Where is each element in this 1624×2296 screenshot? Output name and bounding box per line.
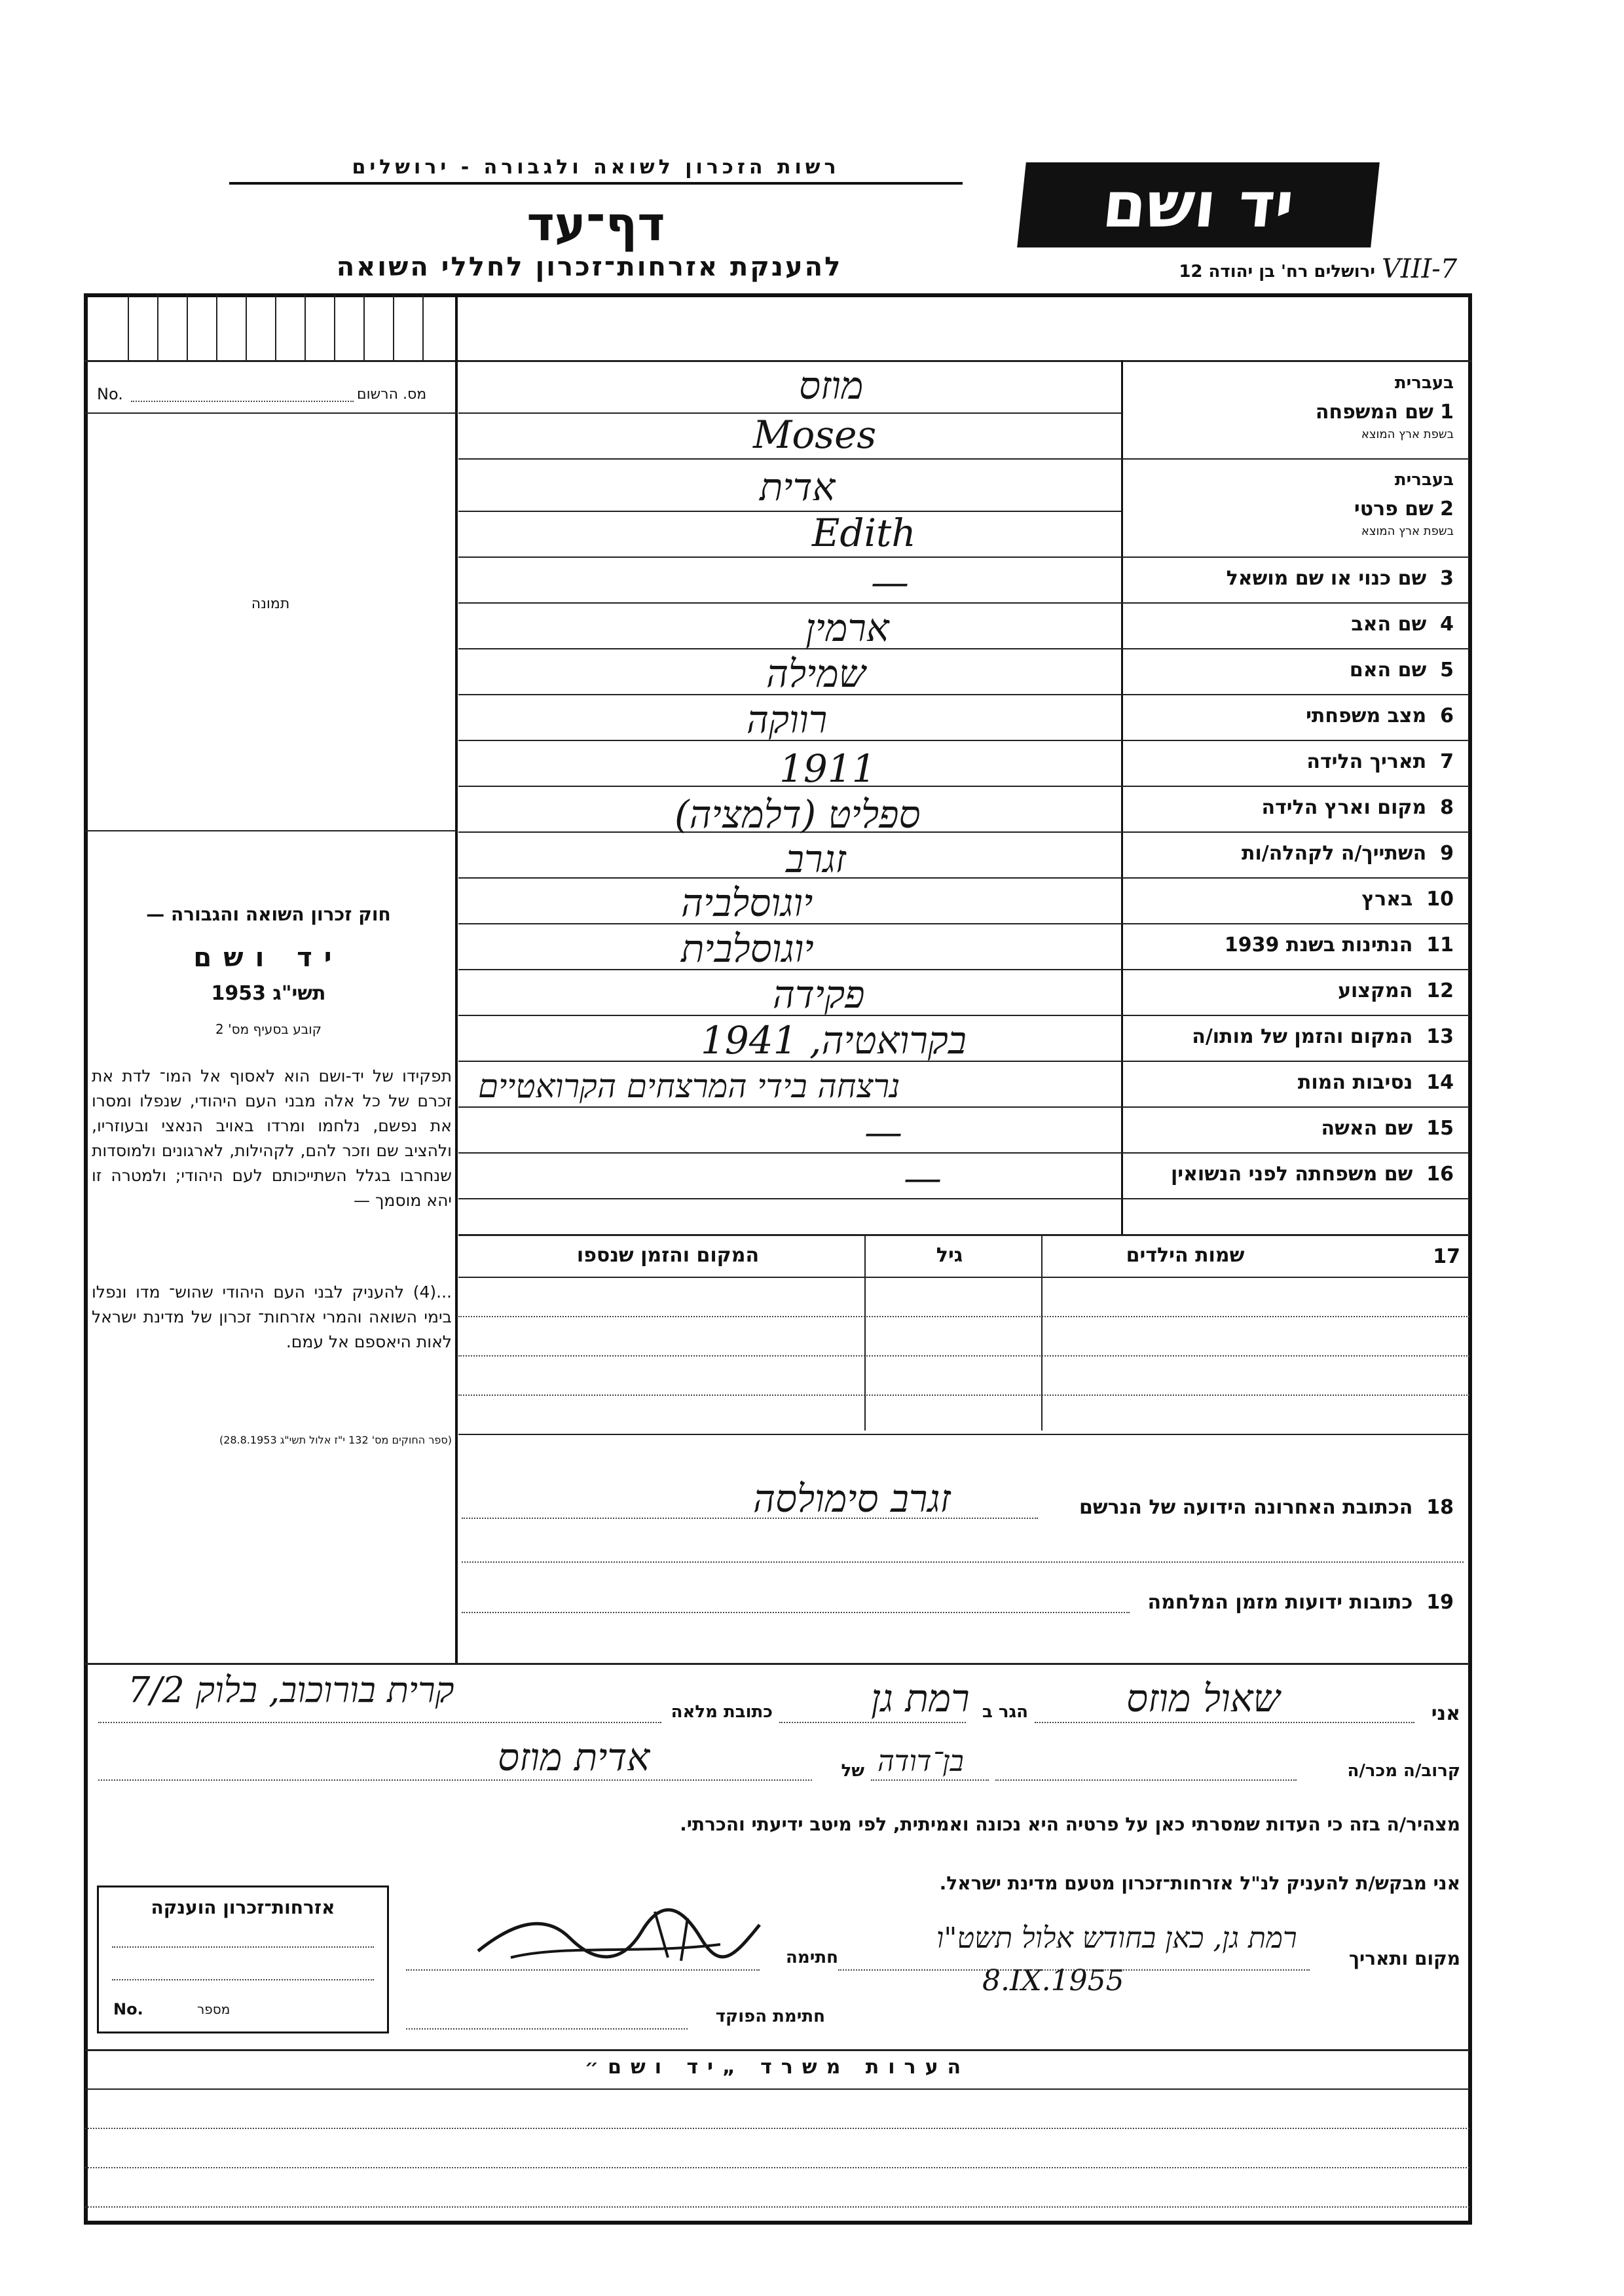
- field-2-sub2: בשפת ארץ המוצא: [1361, 524, 1454, 538]
- field-16-value: —: [904, 1156, 942, 1200]
- decl-date2: 8.IX.1955: [982, 1964, 1124, 1997]
- children-row: [458, 1394, 1469, 1396]
- row-rule: [1121, 648, 1469, 649]
- field-8-value: ספליט (דלמציה): [674, 792, 921, 837]
- decl-deceased-line: [98, 1779, 812, 1781]
- value-line: [458, 1198, 1121, 1199]
- award-box-number-he: מספר: [197, 2001, 231, 2017]
- frame-bottom: [84, 2221, 1472, 2225]
- field-1-label: [1126, 373, 1454, 441]
- decl-full-addr-label: כתובת מלאה: [671, 1702, 773, 1722]
- reg-number-he: מס. הרשום: [357, 386, 427, 403]
- field-1-sub2: בשפת ארץ המוצא: [1361, 428, 1454, 441]
- decl-i-label: אני: [1431, 1702, 1460, 1725]
- field-2-value-en: Edith: [812, 511, 916, 555]
- decl-signature-label: חתימה: [786, 1948, 838, 1967]
- decl-full-addr-line: [98, 1722, 661, 1723]
- field-1-title: שם המשפחה: [1315, 401, 1433, 424]
- field-13-value: בקרואטיה, 1941: [701, 1018, 967, 1063]
- frame-top: [84, 293, 1472, 297]
- address-war-label: [1061, 1591, 1454, 1614]
- field-7-value: 1911: [779, 746, 876, 791]
- sidebar-divider: [455, 295, 458, 1663]
- field-3-value: —: [871, 560, 909, 604]
- decl-relation: בן־דודה: [877, 1745, 964, 1778]
- photo-label: תמונה: [251, 596, 290, 612]
- field-11-title: הנתינות בשנת 1939: [1224, 934, 1413, 957]
- children-table-bottom: [458, 1434, 1469, 1435]
- decl-full-addr: קרית בורוכוב, בלוק 7/2: [128, 1669, 454, 1711]
- decl-deceased: אדית מוזס: [498, 1735, 650, 1779]
- notes-line: [85, 2128, 1469, 2129]
- field-4-label: [1126, 613, 1454, 636]
- decl-relation-line: [871, 1779, 989, 1781]
- row-rule: [1121, 694, 1469, 695]
- notes-header-rule: [85, 2088, 1469, 2090]
- children-col-place: המקום והזמן שנספו: [576, 1244, 760, 1267]
- field-4-title: שם האב: [1351, 613, 1427, 636]
- children-col-divider: [864, 1234, 866, 1430]
- address-last-title: הכתובת האחרונה הידועה של הנרשם: [1079, 1496, 1413, 1519]
- field-13-title: המקום והזמן של מותו/ה: [1192, 1025, 1413, 1048]
- law-year: תשי"ג 1953: [211, 982, 326, 1005]
- decl-name: שאול מוזס: [1126, 1676, 1280, 1721]
- address-war-line: [462, 1612, 1130, 1613]
- field-6-title: מצב משפחתי: [1306, 704, 1427, 727]
- field-12-value: פקידה: [773, 972, 865, 1017]
- row-rule: [1121, 1152, 1469, 1154]
- award-box: [97, 1886, 389, 2033]
- row-rule: [1121, 602, 1469, 604]
- decl-place-date-label: מקום ותאריך: [1348, 1948, 1460, 1969]
- reg-rule: [85, 412, 456, 414]
- decl-of-label: של: [841, 1761, 864, 1781]
- declaration-top-rule: [85, 1663, 1469, 1665]
- children-header-rule: [458, 1277, 1469, 1278]
- field-1-num: 1: [1440, 401, 1454, 424]
- field-16-label: [1126, 1163, 1454, 1186]
- law-text-2: ...(4) להעניק לבני העם היהודי שהוש־ מדו ונפלו בימי השואה והמרי אזרחות־ זכרון של מדינת ישראל לאות היאספם אל עמם.: [92, 1283, 452, 1351]
- value-line: [458, 511, 1121, 512]
- code-box: [157, 295, 158, 360]
- children-row: [458, 1355, 1469, 1357]
- ref-code: VIII-7: [1382, 254, 1458, 284]
- logo-text: יד ושם: [1099, 168, 1298, 242]
- code-box: [216, 295, 217, 360]
- field-1-sub1: בעברית: [1394, 373, 1454, 393]
- field-12-label: [1126, 979, 1454, 1002]
- decl-statement-1: מצהיר/ה בזה כי העדות שמסרתי כאן על פרטיה היא נכונה ואמיתית, לפי מיטב ידיעתי והכרתי.: [680, 1813, 1460, 1835]
- row-rule: [1121, 1198, 1469, 1199]
- handwritten-signature: [471, 1899, 766, 1977]
- field-11-value: יוגוסלבית: [681, 926, 814, 971]
- field-2-label: [1126, 470, 1454, 538]
- address-last-value: זגרב סימולסה: [753, 1476, 951, 1521]
- law-title: חוק זכרון השואה והגבורה —: [146, 903, 391, 925]
- row-rule: [1121, 1015, 1469, 1016]
- reg-number-en: No.: [97, 385, 123, 403]
- label-column-divider: [1121, 360, 1123, 1234]
- decl-relative-line: [995, 1779, 1297, 1781]
- form-subtitle: להענקת אזרחות־זכרון לחללי השואה: [336, 252, 843, 282]
- award-box-number-en: No.: [113, 2000, 143, 2018]
- award-box-line: [112, 1946, 374, 1948]
- yad-vashem-logo: [1017, 162, 1380, 247]
- field-5-label: [1126, 659, 1454, 682]
- value-line: [458, 1152, 1121, 1154]
- field-10-title: בארץ: [1361, 888, 1413, 911]
- field-7-label: [1126, 750, 1454, 773]
- field-7-num: 7: [1440, 750, 1454, 773]
- field-6-num: 6: [1440, 704, 1454, 727]
- children-col-names: שמות הילדים: [1126, 1244, 1245, 1267]
- field-15-title: שם האשה: [1321, 1117, 1413, 1140]
- field-9-title: השתייך/ה לקהלה/ות: [1242, 842, 1427, 865]
- header-address: ירושלים רח' בן יהודה 12: [1179, 262, 1375, 282]
- law-name: יד ושם: [193, 943, 344, 973]
- decl-place-date-line: [838, 1969, 1310, 1971]
- code-box: [422, 295, 424, 360]
- row-rule: [1121, 831, 1469, 833]
- row-rule: [1121, 923, 1469, 924]
- value-line: [458, 1106, 1121, 1108]
- notes-line: [85, 2167, 1469, 2168]
- row-rule: [1121, 740, 1469, 741]
- field-3-title: שם כנוי או שם מושאל: [1226, 567, 1427, 590]
- code-box: [128, 295, 129, 360]
- children-col-divider: [1041, 1234, 1043, 1430]
- row-rule: [1121, 1061, 1469, 1062]
- row-rule: [1121, 458, 1469, 460]
- field-8-label: [1126, 796, 1454, 819]
- children-col-age: גיל: [936, 1244, 963, 1267]
- field-2-num: 2: [1440, 498, 1454, 520]
- value-line: [458, 602, 1121, 604]
- code-box: [246, 295, 247, 360]
- field-9-label: [1126, 842, 1454, 865]
- award-box-line: [112, 1979, 374, 1980]
- decl-statement-2: אני מבקש/ת להעניק לנ"ל אזרחות־זכרון מטעם מדינת ישראל.: [939, 1872, 1460, 1894]
- row-rule: [1121, 556, 1469, 558]
- code-box: [304, 295, 306, 360]
- address-last-label: [1008, 1496, 1454, 1519]
- field-5-num: 5: [1440, 659, 1454, 682]
- field-16-num: 16: [1426, 1163, 1454, 1186]
- decl-city: רמת גן: [871, 1676, 970, 1721]
- address-war-num: 19: [1426, 1591, 1454, 1614]
- address-last-line: [462, 1518, 1038, 1519]
- children-table-top: [458, 1234, 1469, 1236]
- field-9-num: 9: [1440, 842, 1454, 865]
- form-title: דף־עד: [526, 196, 665, 251]
- decl-officer-signature-line: [406, 2028, 688, 2030]
- decl-relative-label: קרוב/ה מכר/ה: [1347, 1761, 1460, 1781]
- header-top-line: רשות הזכרון לשואה ולגבורה - ירושלים: [352, 156, 840, 179]
- field-4-value: ארמין: [805, 606, 889, 650]
- code-box: [334, 295, 335, 360]
- code-box: [363, 295, 365, 360]
- address-line-2: [462, 1561, 1464, 1563]
- law-clause: קובע בסעיף מס' 2: [215, 1021, 322, 1037]
- children-num: 17: [1433, 1245, 1460, 1268]
- field-11-num: 11: [1426, 934, 1454, 957]
- field-11-label: [1126, 934, 1454, 957]
- code-box: [275, 295, 276, 360]
- award-box-title: אזרחות־זכרון הוענקה: [151, 1897, 335, 1918]
- row-rule: [1121, 786, 1469, 787]
- field-15-num: 15: [1426, 1117, 1454, 1140]
- notes-line: [85, 2206, 1469, 2208]
- field-16-title: שם משפחתה לפני הנשואין: [1170, 1163, 1413, 1186]
- row-rule: [1121, 1106, 1469, 1108]
- row-rule: [1121, 969, 1469, 970]
- frame-left: [84, 293, 88, 2225]
- field-5-title: שם האם: [1349, 659, 1427, 682]
- field-10-value: יוגוסלביה: [681, 881, 813, 925]
- address-war-title: כתובות ידועות מזמן המלחמה: [1147, 1591, 1413, 1614]
- field-10-label: [1126, 888, 1454, 911]
- field-8-num: 8: [1440, 796, 1454, 819]
- field-6-label: [1126, 704, 1454, 727]
- children-row: [458, 1316, 1469, 1317]
- notes-top-rule: [85, 2049, 1469, 2051]
- decl-officer-signature-label: חתימת הפוקד: [715, 2007, 825, 2026]
- field-4-num: 4: [1440, 613, 1454, 636]
- field-1-value-en: Moses: [753, 412, 877, 457]
- field-2-sub1: בעברית: [1394, 470, 1454, 490]
- law-text-1: תפקידו של יד-ושם הוא לאסוף אל המו־ לדת את זכרם של כל אלה מבני העם היהודי, שנפלו ומסרו את נפשם, נלחמו ומרדו באויב הנאצי ובעוזריו, ולהציב שם וזכר להם, לקהילות, לארגונים ולמוסדות שנחרבו בגלל השתייכותם לעם היהודי; ולמטרה זו יהא מוסמך —: [92, 1066, 452, 1210]
- reg-number-line: [131, 401, 354, 402]
- law-source: (ספר החוקים מס' 132 י"ז אלול תשי"ג 28.8.1953): [219, 1434, 452, 1446]
- field-14-label: [1126, 1071, 1454, 1094]
- decl-place-date: רמת גן, כאן בחודש אלול תשט"ו: [936, 1922, 1297, 1955]
- field-5-value: שמילה: [766, 651, 866, 696]
- field-3-num: 3: [1440, 567, 1454, 590]
- field-3-label: [1126, 567, 1454, 590]
- field-10-num: 10: [1426, 888, 1454, 911]
- field-7-title: תאריך הלידה: [1306, 750, 1427, 773]
- decl-name-line: [1035, 1722, 1414, 1723]
- field-2-title: שם פרטי: [1354, 498, 1433, 520]
- frame-right: [1468, 293, 1472, 2225]
- field-14-num: 14: [1426, 1071, 1454, 1094]
- field-14-value: נרצחה בידי המרצחים הקרואטיים: [478, 1067, 900, 1105]
- field-8-title: מקום וארץ הלידה: [1261, 796, 1427, 819]
- code-box: [187, 295, 188, 360]
- value-line: [458, 458, 1121, 460]
- field-1-value-he: מוזס: [799, 363, 864, 408]
- field-15-label: [1126, 1117, 1454, 1140]
- decl-city-line: [779, 1722, 966, 1723]
- field-12-title: המקצוע: [1338, 979, 1413, 1002]
- address-last-num: 18: [1426, 1496, 1454, 1519]
- office-notes-title: הערות משרד „יד ושם״: [584, 2056, 970, 2079]
- field-2-value-he: אדית: [760, 465, 836, 509]
- decl-resident-label: הגר ב: [982, 1702, 1028, 1722]
- field-6-value: רווקה: [747, 697, 828, 742]
- field-14-title: נסיבות המות: [1297, 1071, 1413, 1094]
- field-12-num: 12: [1426, 979, 1454, 1002]
- value-line: [458, 648, 1121, 649]
- field-15-value: —: [864, 1110, 902, 1154]
- field-9-value: זגרב: [786, 837, 846, 881]
- header-rule: [229, 182, 963, 185]
- field-13-label: [1126, 1025, 1454, 1048]
- value-line: [458, 556, 1121, 558]
- field-13-num: 13: [1426, 1025, 1454, 1048]
- row-rule: [1121, 877, 1469, 879]
- code-box: [393, 295, 394, 360]
- photo-box-bottom: [85, 830, 456, 831]
- top-strip-rule: [84, 360, 1472, 362]
